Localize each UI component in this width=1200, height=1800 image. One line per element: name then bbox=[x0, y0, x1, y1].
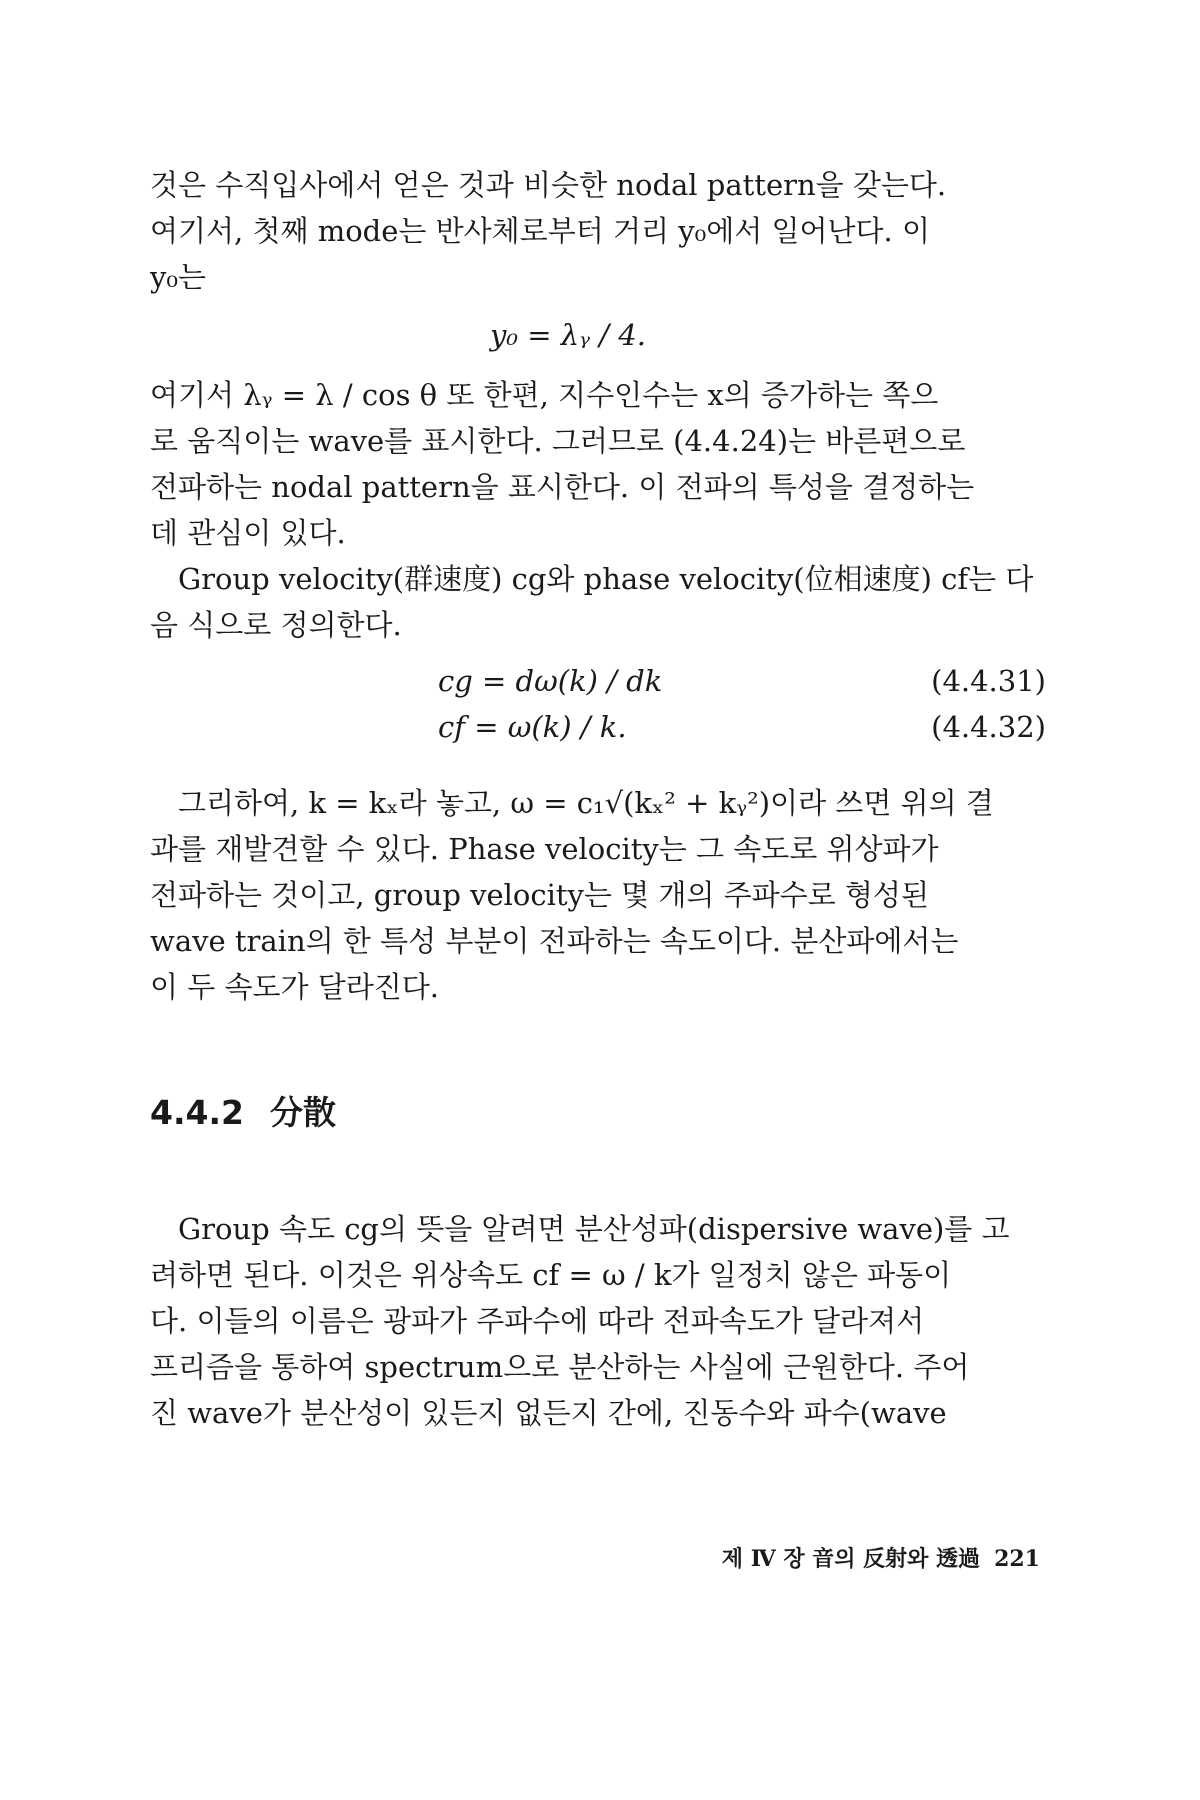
equation-expression: cf = ω(k) / k. bbox=[438, 710, 627, 744]
equation-row bbox=[150, 704, 1046, 750]
equation-row bbox=[150, 658, 1046, 704]
paragraph-1 bbox=[150, 162, 1046, 300]
text-line: 것은 수직입사에서 얻은 것과 비슷한 nodal pattern을 갖는다. bbox=[150, 168, 947, 202]
section-heading bbox=[150, 1090, 1046, 1136]
text-line: 여기서 λᵧ = λ / cos θ 또 한편, 지수인수는 x의 증가하는 쪽으 bbox=[150, 378, 939, 412]
text-line: Group 속도 cg의 뜻을 알려면 분산성파(dispersive wave)를 고 bbox=[178, 1212, 1010, 1246]
text-line: 다. 이들의 이름은 광파가 주파수에 따라 전파속도가 달라져서 bbox=[150, 1304, 925, 1338]
section-title: 分散 bbox=[269, 1093, 336, 1132]
page-number: 221 bbox=[994, 1546, 1040, 1572]
text-line: Group velocity(群速度) cg와 phase velocity(位相速度) cf는 다 bbox=[178, 562, 1034, 596]
equation-number: (4.4.32) bbox=[931, 710, 1046, 744]
text-line: 과를 재발견할 수 있다. Phase velocity는 그 속도로 위상파가 bbox=[150, 832, 939, 866]
text-line: 진 wave가 분산성이 있든지 없든지 간에, 진동수와 파수(wave bbox=[150, 1396, 947, 1430]
equation-y0-row bbox=[150, 312, 1046, 358]
text-line: 프리즘을 통하여 spectrum으로 분산하는 사실에 근원한다. 주어 bbox=[150, 1350, 970, 1384]
running-head: 제 Ⅳ 장 音의 反射와 透過 bbox=[721, 1546, 981, 1572]
paragraph-5 bbox=[150, 1206, 1046, 1436]
page-footer bbox=[640, 1542, 1040, 1573]
page-body bbox=[150, 162, 1046, 1436]
text-line: 여기서, 첫째 mode는 반사체로부터 거리 y₀에서 일어난다. 이 bbox=[150, 214, 930, 248]
equation-block bbox=[150, 658, 1046, 750]
paragraph-3 bbox=[150, 556, 1046, 648]
equation-expression: cg = dω(k) / dk bbox=[438, 664, 663, 698]
text-line: 전파하는 것이고, group velocity는 몇 개의 주파수로 형성된 bbox=[150, 878, 929, 912]
spacer bbox=[150, 766, 1046, 780]
text-line: 전파하는 nodal pattern을 표시한다. 이 전파의 특성을 결정하는 bbox=[150, 470, 975, 504]
text-line: y₀는 bbox=[150, 260, 207, 294]
section-number: 4.4.2 bbox=[150, 1093, 244, 1132]
text-line: 데 관심이 있다. bbox=[150, 516, 346, 550]
text-line: 려하면 된다. 이것은 위상속도 cf = ω / k가 일정치 않은 파동이 bbox=[150, 1258, 952, 1292]
text-line: 로 움직이는 wave를 표시한다. 그러므로 (4.4.24)는 바른편으로 bbox=[150, 424, 966, 458]
text-line: wave train의 한 특성 부분이 전파하는 속도이다. 분산파에서는 bbox=[150, 924, 959, 958]
text-line: 음 식으로 정의한다. bbox=[150, 608, 402, 642]
paragraph-2 bbox=[150, 372, 1046, 556]
text-line: 이 두 속도가 달라진다. bbox=[150, 970, 439, 1004]
equation-number: (4.4.31) bbox=[931, 664, 1046, 698]
equation-y0: y₀ = λᵧ / 4. bbox=[490, 318, 646, 352]
paragraph-4 bbox=[150, 780, 1046, 1010]
text-line: 그리하여, k = kₓ라 놓고, ω = c₁√(kₓ² + kᵧ²)이라 쓰면 위의 결 bbox=[178, 786, 994, 820]
